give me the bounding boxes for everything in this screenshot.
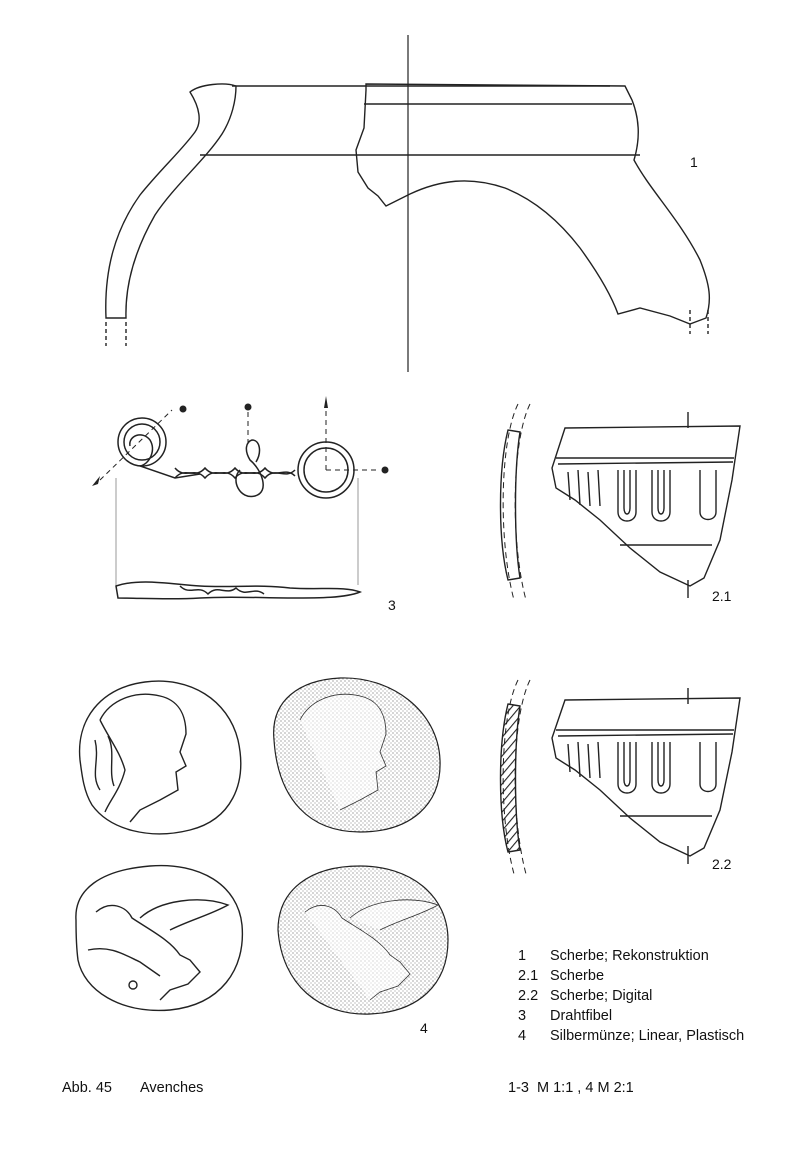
- legend-number: 4: [518, 1028, 527, 1044]
- label-item-4: 4: [420, 1020, 428, 1036]
- legend-row: [518, 1006, 744, 1026]
- vessel-reconstruction: [106, 35, 710, 372]
- sherd-2-2: [501, 680, 741, 874]
- legend-number: 2.2: [518, 988, 539, 1004]
- legend-number: 2.1: [518, 968, 539, 984]
- coin-reverse-stippled: [278, 866, 448, 1014]
- legend-text: Scherbe; Digital: [550, 988, 653, 1004]
- legend-row: [518, 1026, 744, 1046]
- legend-number: 1: [518, 948, 527, 964]
- legend-row: [518, 946, 744, 966]
- legend-text: Scherbe; Rekonstruktion: [550, 948, 709, 964]
- legend-number: 3: [518, 1008, 527, 1024]
- scale-note: 1-3 M 1:1 , 4 M 2:1: [508, 1080, 634, 1096]
- coin-obverse-linear: [80, 681, 241, 834]
- legend-text: Scherbe: [550, 968, 605, 984]
- wire-fibula: [100, 402, 380, 599]
- legend-row: [518, 966, 744, 986]
- label-item-2-1: 2.1: [712, 588, 732, 604]
- sherd-2-1: [501, 404, 741, 600]
- legend-text: Drahtfibel: [550, 1008, 613, 1024]
- coin-obverse-stippled: [274, 678, 440, 832]
- legend-row: [518, 986, 744, 1006]
- label-item-1: 1: [690, 154, 698, 170]
- label-item-2-2: 2.2: [712, 856, 732, 872]
- legend: [518, 946, 744, 1046]
- site-name: Avenches: [140, 1080, 204, 1096]
- coin-reverse-linear: [76, 866, 243, 1011]
- figure-number: Abb. 45: [62, 1080, 112, 1096]
- legend-text: Silbermünze; Linear, Plastisch: [550, 1028, 745, 1044]
- label-item-3: 3: [388, 597, 396, 613]
